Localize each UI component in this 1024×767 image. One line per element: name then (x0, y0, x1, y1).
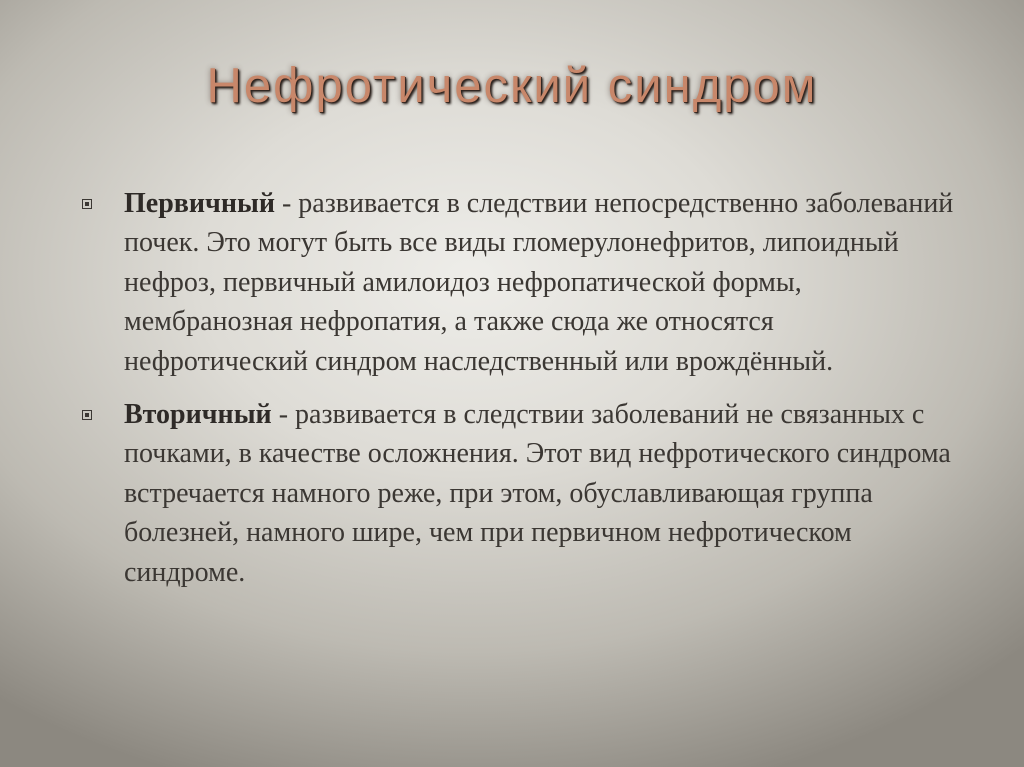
bullet-text: - развивается в следствии заболеваний не связанных с почками, в качестве осложнения. Этот вид нефротического синдрома встречается намного реже, при этом, обуславливающая группа болезней, намного шире, чем при первичном нефротическом синдроме. (124, 399, 951, 588)
bullet-term: Вторичный (124, 399, 272, 431)
list-item (76, 184, 956, 381)
bullet-list (76, 184, 956, 606)
list-item (76, 395, 956, 592)
bullet-text: - развивается в следствии непосредственно заболеваний почек. Это могут быть все виды гломерулонефритов, липоидный нефроз, первичный амилоидоз нефропатической формы, мембранозная нефропатия, а также сюда же относятся нефротический синдром наследственный или врождённый. (124, 188, 954, 377)
bullet-term: Первичный (124, 188, 275, 219)
square-bullet-icon (82, 410, 92, 420)
slide-title: Нефротический синдром (206, 59, 818, 113)
square-bullet-icon (82, 199, 92, 209)
